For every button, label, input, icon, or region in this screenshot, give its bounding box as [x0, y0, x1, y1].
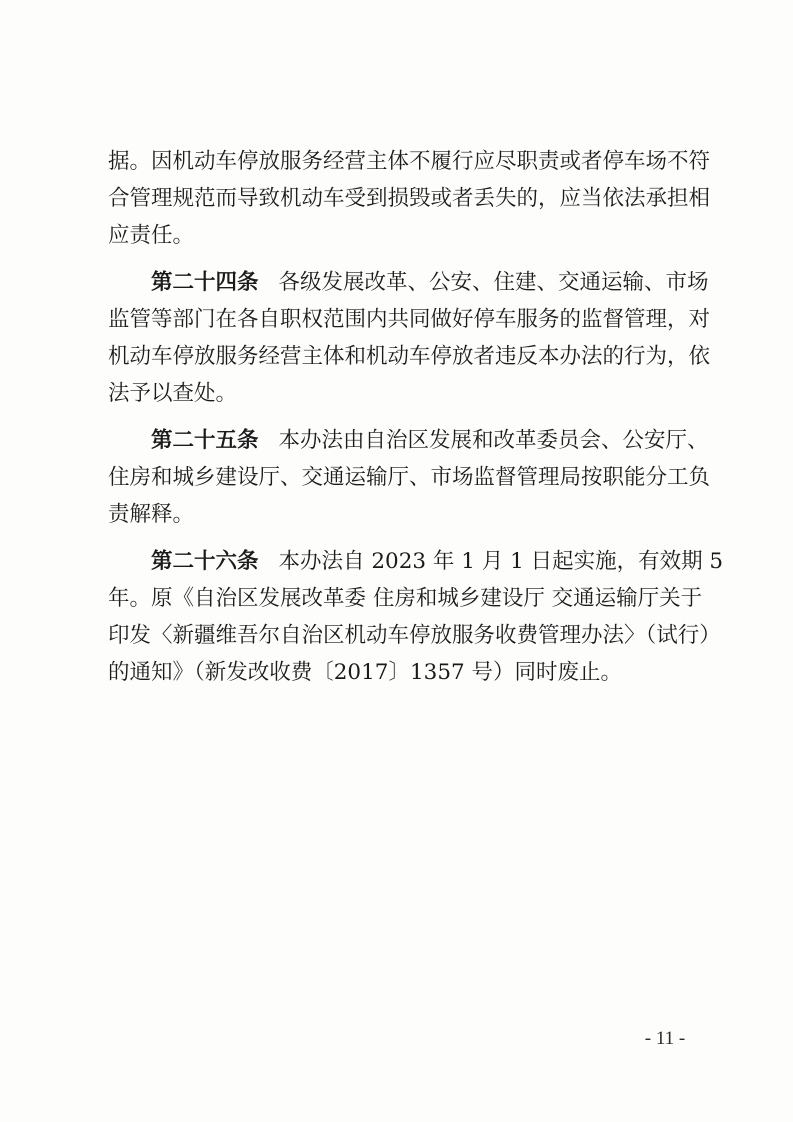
text-line: 据。因机动车停放服务经营主体不履行应尽职责或者停车场不符 [108, 149, 711, 174]
text-line: 的通知》（新发改收费〔2017〕1357 号）同时废止。 [108, 660, 623, 685]
article-24-heading: 第二十四条 [151, 270, 259, 295]
text-line: 合管理规范而导致机动车受到损毁或者丢失的，应当依法承担相 [108, 186, 711, 211]
text-line: 年。原《自治区发展改革委 住房和城乡建设厅 交通运输厅关于 [108, 586, 703, 611]
text-line: 住房和城乡建设厅、交通运输厅、市场监督管理局按职能分工负 [108, 465, 711, 490]
page-number: - 11 - [644, 1028, 686, 1049]
text-line: 机动车停放服务经营主体和机动车停放者违反本办法的行为，依 [108, 344, 711, 369]
text-line: 各级发展改革、公安、住建、交通运输、市场 [278, 270, 709, 295]
text-line: 监管等部门在各自职权范围内共同做好停车服务的监督管理，对 [108, 307, 711, 332]
text-line: 印发〈新疆维吾尔自治区机动车停放服务收费管理办法〉（试行） [108, 623, 721, 648]
text-line: 本办法自 2023 年 1 月 1 日起实施，有效期 5 [278, 549, 724, 574]
article-26-paragraph [108, 543, 724, 691]
text-line: 应责任。 [108, 223, 195, 248]
article-25-paragraph [108, 422, 711, 533]
text-line: 法予以查处。 [108, 381, 238, 406]
article-24-first-line [108, 264, 709, 301]
paragraph-continuation [108, 143, 711, 254]
text-line: 本办法由自治区发展和改革委员会、公安厅、 [278, 428, 709, 453]
text-line: 责解释。 [108, 502, 195, 527]
article-26-heading: 第二十六条 [151, 549, 259, 574]
article-25-first-line [108, 422, 709, 459]
document-body [108, 143, 724, 691]
article-26-first-line [108, 543, 724, 580]
article-25-heading: 第二十五条 [151, 428, 259, 453]
article-24-paragraph [108, 264, 711, 412]
